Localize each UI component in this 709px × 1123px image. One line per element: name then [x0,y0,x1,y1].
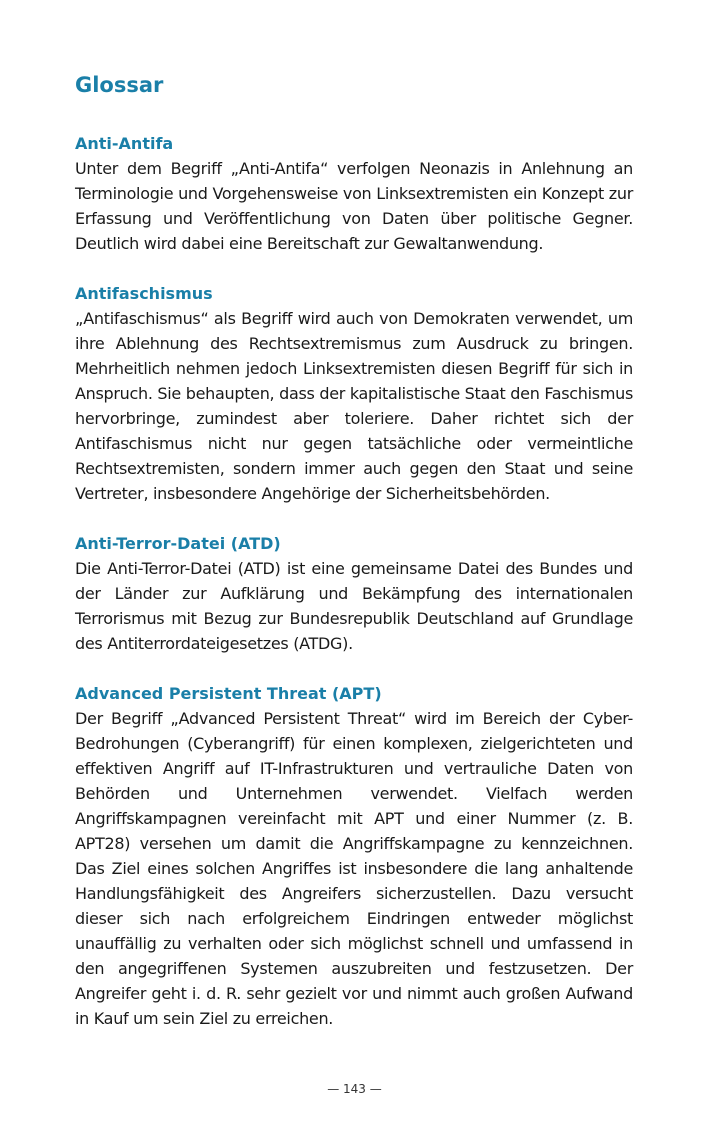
glossary-term: Anti-Terror-Datei (ATD) [75,534,281,553]
glossary-entry-apt [75,681,633,1031]
glossary-page [75,70,633,1056]
page-title: Glossar [75,73,164,97]
glossary-term: Advanced Persistent Threat (APT) [75,684,382,703]
glossary-definition: „Antifaschismus“ als Begriff wird auch von Demokraten verwendet, um ihre Ablehnung des Rechtsextremismus zum Ausdruck zu bringen. Mehrheitlich nehmen jedoch Linksextremisten diesen Begriff für sich in Anspruch. Sie behaupten, dass der kapitalistische Staat den Faschismus hervorbringe, zumindest aber toleriere. Daher richtet sich der Antifaschismus nicht nur gegen tatsächliche oder vermeintliche Rechtsextremisten, sondern immer auch gegen den Staat und seine Vertreter, insbesondere Angehörige der Sicherheitsbehörden. [75,309,633,503]
glossary-definition: Der Begriff „Advanced Persistent Threat“ wird im Bereich der Cyber-Bedrohungen (Cyberangriff) für einen komplexen, zielgerichteten und effektiven Angriff auf IT-Infrastrukturen und vertrauliche Daten von Behörden und Unternehmen verwendet. Vielfach werden Angriffskampagnen vereinfacht mit APT und einer Nummer (z. B. APT28) versehen um damit die Angriffskampagne zu kennzeichnen. Das Ziel eines solchen Angriffes ist insbesondere die lang anhaltende Handlungsfähigkeit des Angreifers sicherzustellen. Dazu versucht dieser sich nach erfolgreichem Eindringen entweder möglichst unauffällig zu verhalten oder sich möglichst schnell und umfassend in den angegriffenen Systemen auszubreiten und festzusetzen. Der Angreifer geht i. d. R. sehr gezielt vor und nimmt auch großen Aufwand in Kauf um sein Ziel zu erreichen. [75,709,633,1028]
page-number: — 143 — [327,1082,382,1096]
glossary-definition: Unter dem Begriff „Anti-Antifa“ verfolgen Neonazis in Anlehnung an Terminologie und Vorgehensweise von Linksextremisten ein Konzept zur Erfassung und Veröffentlichung von Daten über politische Gegner. Deutlich wird dabei eine Bereitschaft zur Gewaltanwendung. [75,159,633,253]
glossary-term: Antifaschismus [75,284,213,303]
glossary-entry-anti-terror-datei [75,531,633,656]
glossary-entry-antifaschismus [75,281,633,506]
glossary-entry-anti-antifa [75,131,633,256]
glossary-term: Anti-Antifa [75,134,174,153]
glossary-definition: Die Anti-Terror-Datei (ATD) ist eine gemeinsame Datei des Bundes und der Länder zur Aufklärung und Bekämpfung des internationalen Terrorismus mit Bezug zur Bundesrepublik Deutschland auf Grundlage des Antiterrordateigesetzes (ATDG). [75,559,633,653]
